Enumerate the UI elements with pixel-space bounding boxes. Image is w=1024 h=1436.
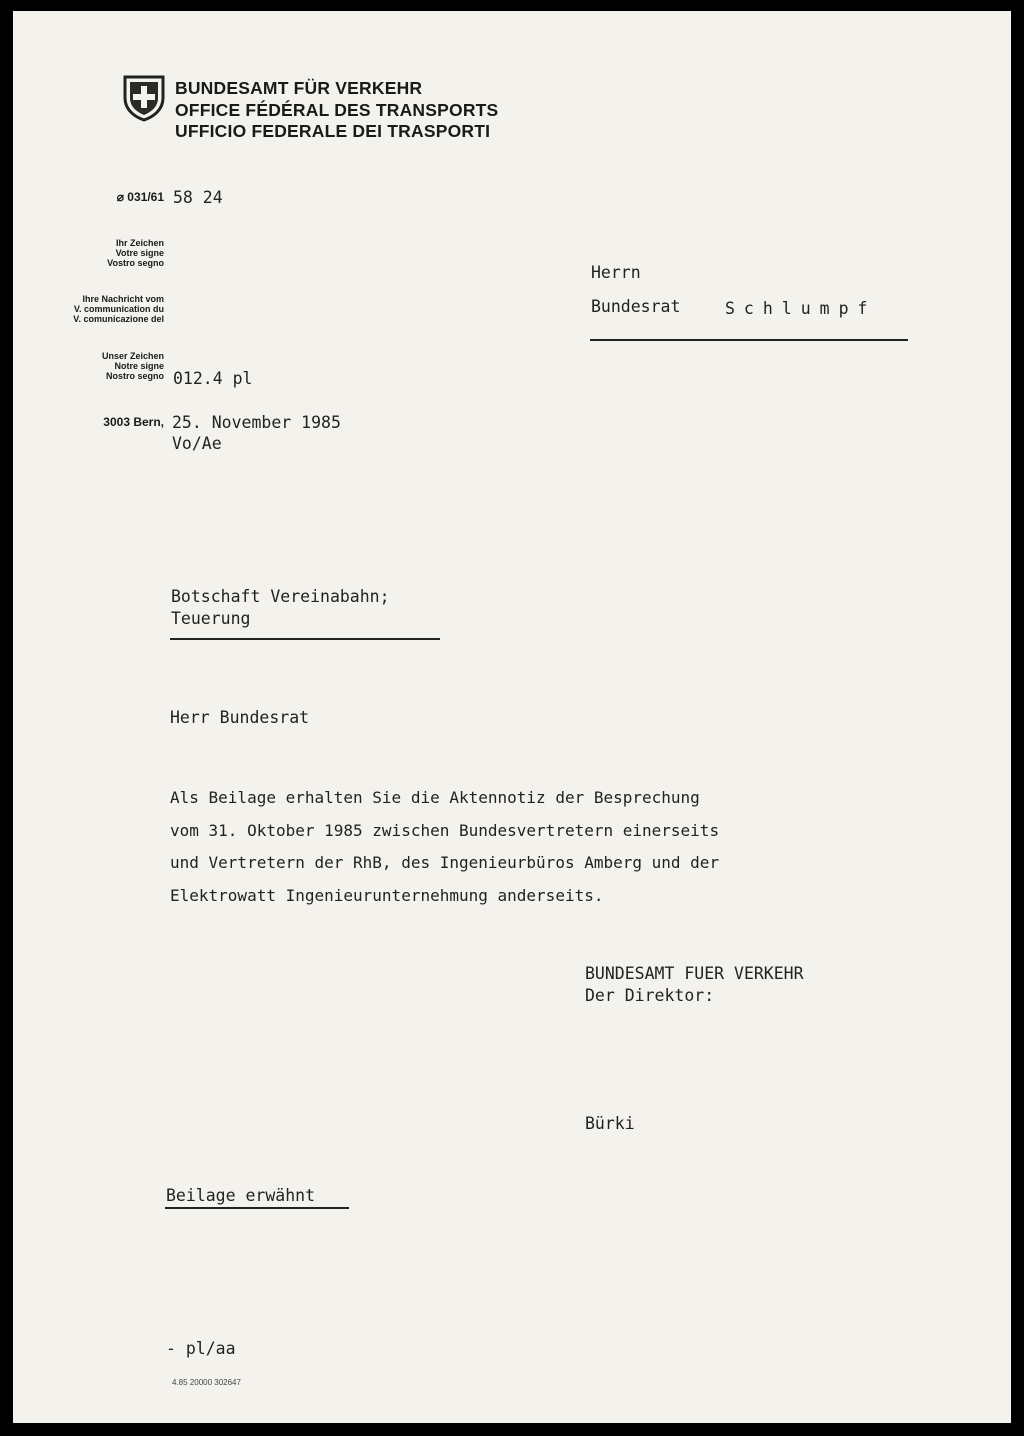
ihr-zeichen-label: Ihr Zeichen Votre signe Vostro segno (107, 238, 164, 268)
unser-zeichen-label: Unser Zeichen Notre signe Nostro segno (101, 351, 164, 381)
enclosure-note: Beilage erwähnt (166, 1186, 316, 1205)
copy-note: - pl/aa (166, 1339, 236, 1358)
letter-date: 25. November 1985 (172, 413, 341, 432)
subject-line-1: Botschaft Vereinabahn; (171, 587, 390, 606)
ihre-nachricht-label: Ihre Nachricht vom V. communication du V. comunicazione del (73, 294, 164, 324)
body-line: und Vertretern der RhB, des Ingenieurbüros Amberg und der (170, 853, 720, 872)
greeting: Herr Bundesrat (170, 708, 310, 727)
place-label: 3003 Bern, (103, 415, 164, 429)
phone-value: 58 24 (173, 188, 223, 207)
subject-underline (170, 638, 440, 640)
letterhead-fr: OFFICE FÉDÉRAL DES TRANSPORTS (175, 100, 499, 120)
recipient-title: Bundesrat (591, 297, 681, 316)
recipient-salutation: Herrn (591, 263, 641, 282)
signature-name: Bürki (585, 1114, 635, 1133)
form-code: 4.85 20000 302647 (172, 1378, 241, 1387)
recipient-underline (590, 339, 908, 341)
letterhead-it: UFFICIO FEDERALE DEI TRASPORTI (175, 121, 491, 141)
letterhead-de: BUNDESAMT FÜR VERKEHR (175, 78, 423, 98)
letter-body (170, 782, 719, 912)
signature-role: Der Direktor: (585, 986, 715, 1005)
initials: Vo/Ae (172, 434, 222, 453)
body-line: Elektrowatt Ingenieurunternehmung anderseits. (170, 885, 604, 905)
swiss-crest-icon (122, 74, 166, 122)
subject-line-2: Teuerung (171, 609, 251, 628)
phone-label: ⌀ 031/61 (116, 190, 164, 204)
letter-page (13, 11, 1011, 1423)
body-line: Als Beilage erhalten Sie die Aktennotiz der Besprechung (170, 788, 700, 807)
body-line: vom 31. Oktober 1985 zwischen Bundesvertretern einerseits (170, 820, 720, 840)
reference-value: 012.4 pl (173, 369, 253, 388)
enclosure-underline (165, 1207, 349, 1209)
recipient-name: Schlumpf (725, 299, 877, 318)
signature-org: BUNDESAMT FUER VERKEHR (585, 964, 804, 983)
